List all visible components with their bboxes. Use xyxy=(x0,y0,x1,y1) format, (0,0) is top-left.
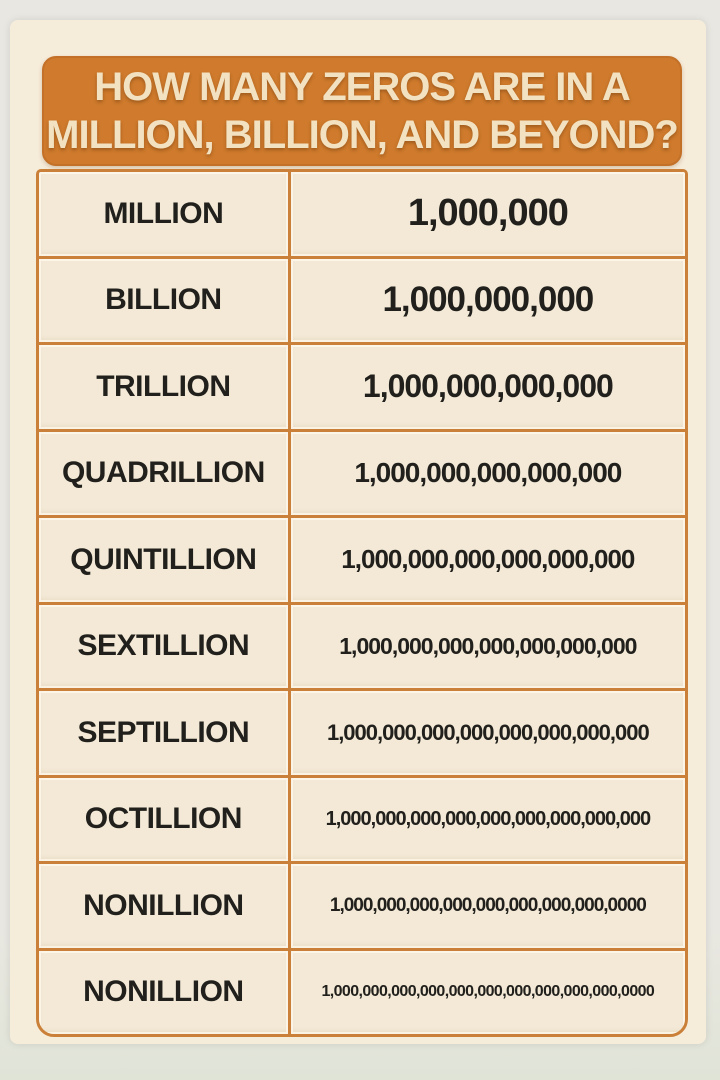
number-value-cell xyxy=(291,864,685,948)
number-value-cell xyxy=(291,951,685,1035)
number-name-cell xyxy=(39,864,291,948)
number-value-cell xyxy=(291,172,685,256)
number-value-label: 1,000,000,000,000,000,000,000,000,000,000,0000 xyxy=(321,983,655,1001)
number-value-cell xyxy=(291,259,685,343)
number-name-label: QUADRILLION xyxy=(61,456,265,490)
number-name-cell xyxy=(39,778,291,862)
number-name-cell xyxy=(39,172,291,256)
number-value-cell xyxy=(291,518,685,602)
table-row xyxy=(39,515,685,602)
number-name-label: TRILLION xyxy=(96,369,231,403)
infographic-card xyxy=(10,20,706,1044)
table-row xyxy=(39,602,685,689)
number-value-label: 1,000,000 xyxy=(407,192,568,235)
table-row xyxy=(39,948,685,1035)
number-name-cell xyxy=(39,345,291,429)
number-name-cell xyxy=(39,518,291,602)
number-value-cell xyxy=(291,691,685,775)
number-name-label: BILLION xyxy=(105,283,222,317)
title-banner xyxy=(42,56,682,166)
number-name-cell xyxy=(39,432,291,516)
number-name-cell xyxy=(39,951,291,1035)
title-line-1: HOW MANY ZEROS ARE IN A xyxy=(94,65,630,109)
number-value-label: 1,000,000,000,000,000,000,000 xyxy=(339,632,637,659)
table-row xyxy=(39,775,685,862)
number-name-label: OCTILLION xyxy=(84,802,242,836)
table-row xyxy=(39,172,685,256)
number-name-label: NONILLION xyxy=(83,975,244,1009)
number-value-label: 1,000,000,000,000,000,000,000,000 xyxy=(326,719,649,745)
number-name-label: MILLION xyxy=(103,196,224,230)
number-name-cell xyxy=(39,259,291,343)
number-value-cell xyxy=(291,605,685,689)
number-name-label: SEXTILLION xyxy=(77,629,250,663)
table-row xyxy=(39,861,685,948)
table-row xyxy=(39,256,685,343)
number-value-label: 1,000,000,000 xyxy=(382,280,594,320)
number-value-label: 1,000,000,000,000,000,000,000,000,0000 xyxy=(329,894,646,916)
number-name-label: NONILLION xyxy=(83,888,244,922)
table-row xyxy=(39,688,685,775)
table-row xyxy=(39,342,685,429)
number-name-label: QUINTILLION xyxy=(70,542,257,576)
number-name-label: SEPTILLION xyxy=(77,715,250,749)
number-value-cell xyxy=(291,778,685,862)
number-name-cell xyxy=(39,691,291,775)
number-value-label: 1,000,000,000,000,000,000,000,000,000 xyxy=(325,807,651,830)
number-value-label: 1,000,000,000,000,000 xyxy=(354,457,622,489)
number-value-label: 1,000,000,000,000 xyxy=(362,368,613,405)
number-value-cell xyxy=(291,345,685,429)
number-value-cell xyxy=(291,432,685,516)
number-name-cell xyxy=(39,605,291,689)
zeros-table xyxy=(36,169,688,1037)
title-line-2: MILLION, BILLION, AND BEYOND? xyxy=(46,113,678,157)
table-row xyxy=(39,429,685,516)
number-value-label: 1,000,000,000,000,000,000 xyxy=(341,544,635,575)
